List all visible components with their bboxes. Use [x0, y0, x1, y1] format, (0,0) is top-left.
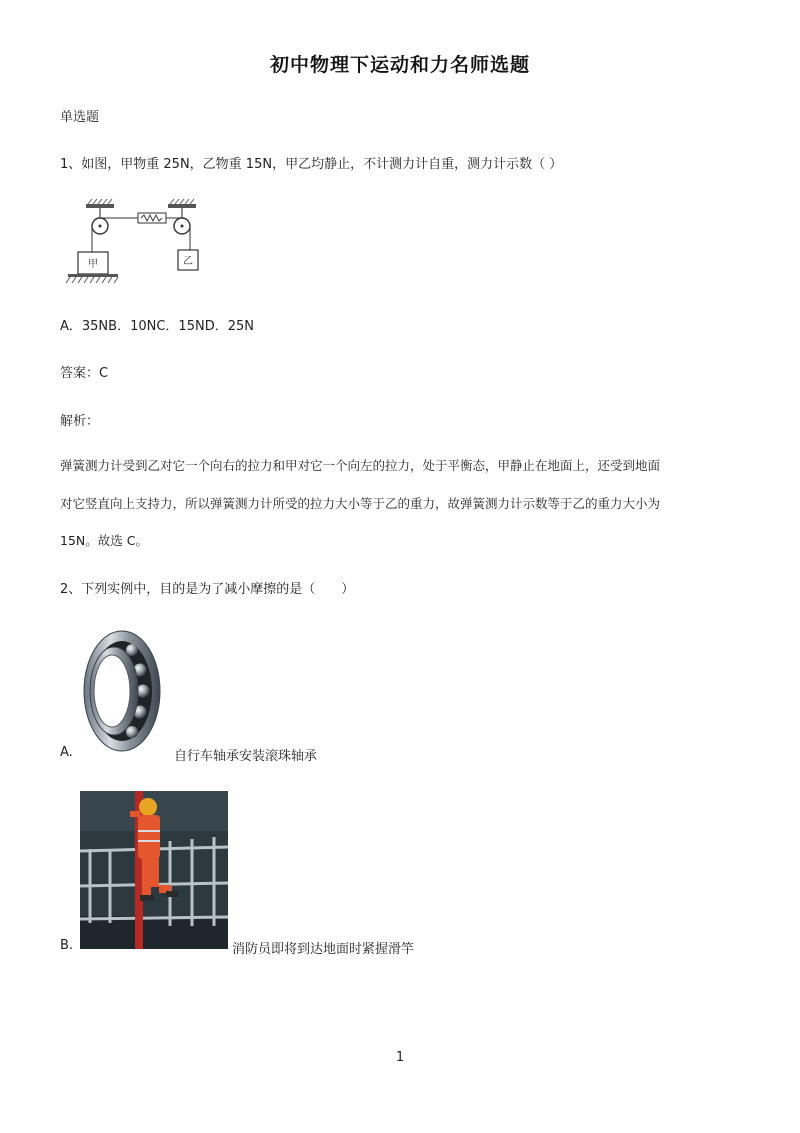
question-2-stem: 2、下列实例中，目的是为了减小摩擦的是（ ） [60, 582, 355, 597]
firefighter-pole-image [80, 791, 228, 949]
ground [68, 274, 118, 277]
block-jia-label: 甲 [88, 259, 98, 270]
left-ceiling [86, 204, 114, 208]
block-yi-label: 乙 [183, 256, 193, 267]
option-b-letter: B. [60, 938, 74, 953]
analysis-line-1: 弹簧测力计受到乙对它一个向右的拉力和甲对它一个向左的拉力，处于平衡态，甲静止在地面上，还受到地面 [60, 458, 661, 473]
page-number: 1 [395, 1050, 405, 1065]
question-1-answer: 答案：C [60, 366, 109, 381]
option-b-text: 消防员即将到达地面时紧握滑竿 [232, 942, 415, 957]
question-1-options: A．35NB．10NC．15ND．25N [60, 319, 254, 334]
ball-bearing-image [80, 628, 162, 754]
section-heading: 单选题 [60, 110, 100, 125]
analysis-line-2: 对它竖直向上支持力，所以弹簧测力计所受的拉力大小等于乙的重力，故弹簧测力计示数等于乙的重力大小为 [60, 496, 661, 511]
question-1-analysis-label: 解析： [60, 414, 100, 429]
question-1-stem: 1、如图，甲物重 25N，乙物重 15N，甲乙均静止，不计测力计自重，测力计示数（ ） [60, 157, 563, 172]
pulley-spring-diagram [62, 196, 212, 288]
analysis-line-3: 15N。故选 C。 [60, 533, 148, 548]
option-a-text: 自行车轴承安装滚珠轴承 [174, 749, 318, 764]
right-ceiling [168, 204, 196, 208]
page-title: 初中物理下运动和力名师选题 [269, 54, 530, 76]
option-a-letter: A. [60, 745, 73, 760]
